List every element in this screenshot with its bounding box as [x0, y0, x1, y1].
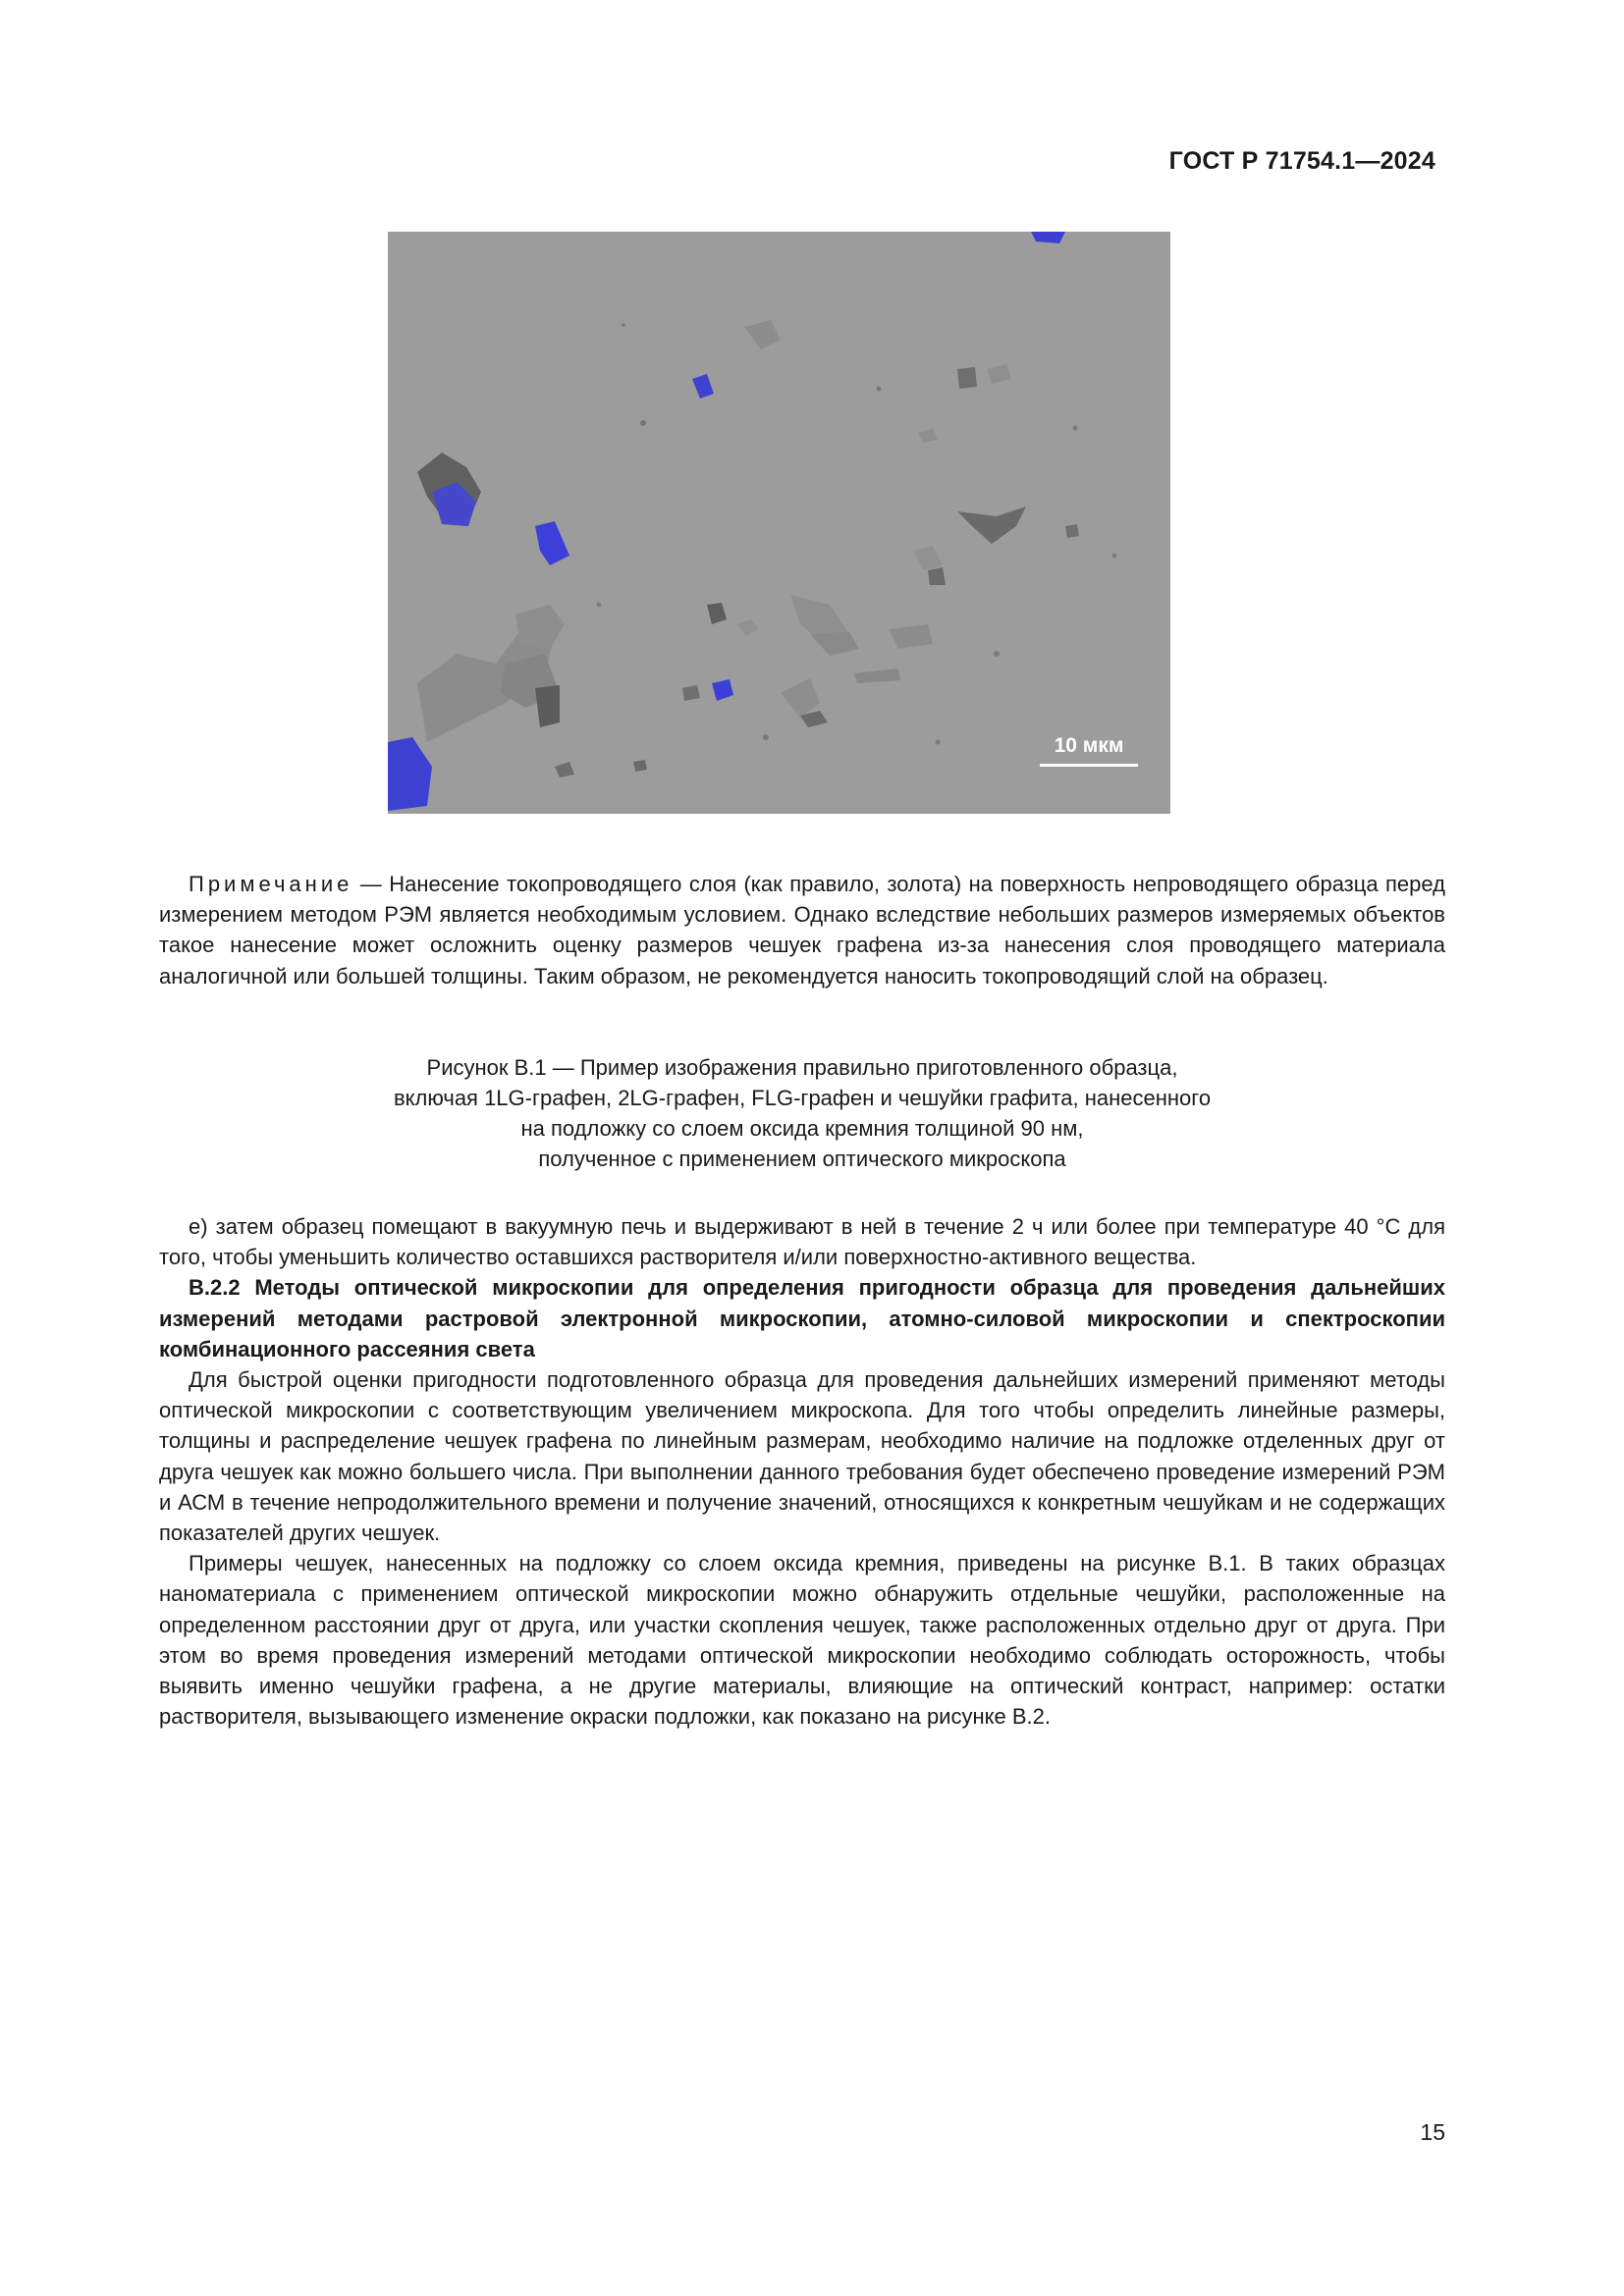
- section-heading: В.2.2 Методы оптической микроскопии для определения пригодности образца для проведения дальнейших измерений методами растровой электронной микроскопии, атомно-силовой микроскопии и спектроскопии комбинационного рассеяния света: [159, 1275, 1445, 1362]
- scale-bar: [1040, 764, 1138, 767]
- flakes-graphic: [388, 232, 1170, 814]
- scale-bar-label: 10 мкм: [1054, 734, 1124, 757]
- item-e: е) затем образец помещают в вакуумную печь и выдерживают в ней в течение 2 ч или более при температуре 40 °С для того, чтобы уменьшить количество оставшихся растворителя и/или поверхностно-активного вещества.: [159, 1214, 1445, 1270]
- paragraph-1: Для быстрой оценки пригодности подготовленного образца для проведения дальнейших измерений применяют методы оптической микроскопии с соответствующим увеличением микроскопа. Для того чтобы определить линейные размеры, толщины и распределение чешуек графена по линейным размерам, необходимо наличие на подложке отделенных друг от друга чешуек как можно большего числа. При выполнении данного требования будет обеспечено проведение измерений РЭМ и АСМ в течение непродолжительного времени и получение значений, относящихся к конкретным чешуйкам и не содержащих показателей других чешуек.: [159, 1367, 1445, 1546]
- caption-line-4: полученное с применением оптического микроскопа: [538, 1147, 1066, 1171]
- caption-line-1: Рисунок В.1 — Пример изображения правильно приготовленного образца,: [426, 1055, 1178, 1080]
- body-text: [159, 1211, 1445, 1732]
- paragraph-2: Примеры чешуек, нанесенных на подложку со слоем оксида кремния, приведены на рисунке В.1. В таких образцах наноматериала с применением оптической микроскопии можно обнаружить отдельные чешуйки, расположенные на определенном расстоянии друг от друга, или участки скопления чешуек, также расположенных отдельно друг от друга. При этом во время проведения измерений методами оптической микроскопии необходимо соблюдать осторожность, чтобы выявить именно чешуйки графена, а не другие материалы, влияющие на оптический контраст, например: остатки растворителя, вызывающего изменение окраски подложки, как показано на рисунке В.2.: [159, 1551, 1445, 1730]
- note-text: — Нанесение токопроводящего слоя (как правило, золота) на поверхность непроводящего образца перед измерением методом РЭМ является необходимым условием. Однако вследствие небольших размеров измеряемых объектов такое нанесение может осложнить оценку размеров чешуек графена из-за нанесения слоя проводящего материала аналогичной или большей толщины. Таким образом, не рекомендуется наносить токопроводящий слой на образец.: [159, 872, 1445, 988]
- standard-id: ГОСТ Р 71754.1—2024: [1168, 147, 1435, 175]
- caption-line-2: включая 1LG-графен, 2LG-графен, FLG-графен и чешуйки графита, нанесенного: [393, 1086, 1212, 1110]
- caption-line-3: на подложку со слоем оксида кремния толщиной 90 нм,: [520, 1116, 1084, 1141]
- note-lead: Примечание: [189, 872, 353, 896]
- page-number: 15: [1420, 2119, 1445, 2145]
- figure-caption: [159, 1052, 1445, 1174]
- note-paragraph: [159, 869, 1445, 991]
- microscope-image: [388, 232, 1170, 814]
